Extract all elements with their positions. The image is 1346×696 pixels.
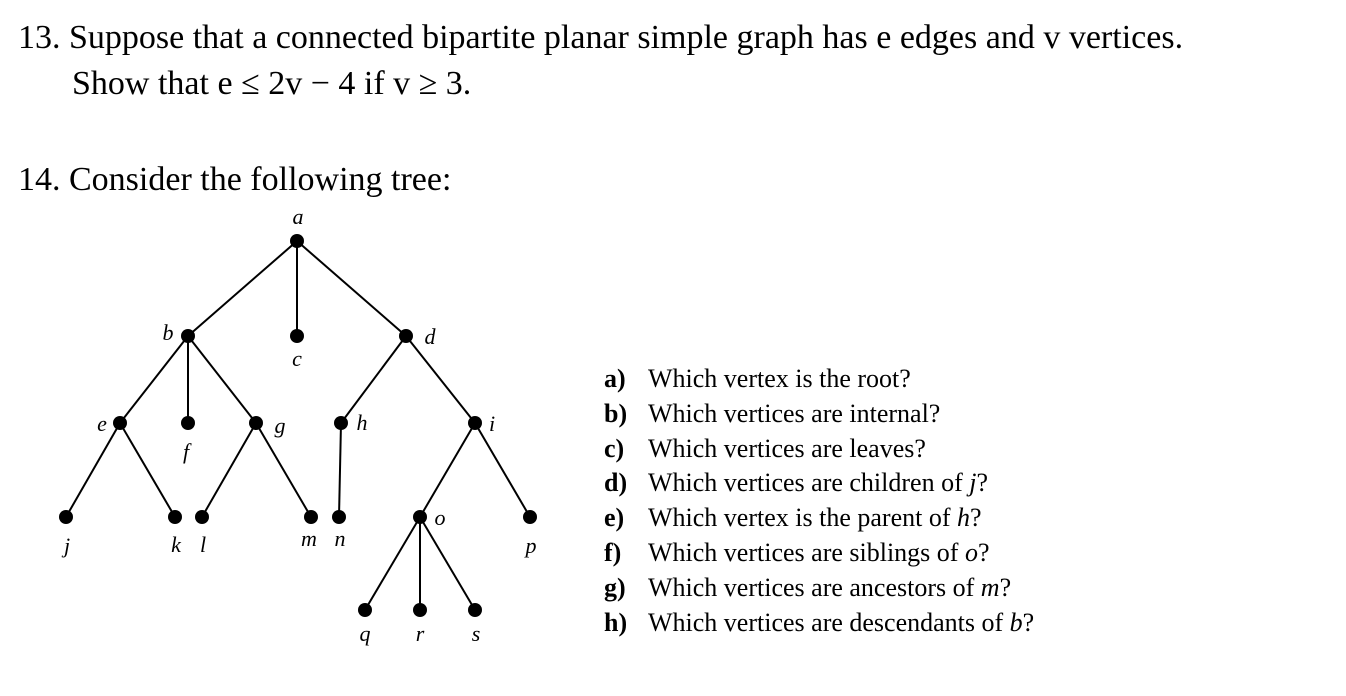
tree-edge-i-p [475,423,530,517]
tree-vertex-n [332,510,346,524]
tree-vertex-g [249,416,263,430]
tree-vertex-p [523,510,537,524]
question-a: a) Which vertex is the root? [604,364,911,393]
tree-vertex-label-o: o [434,505,446,530]
tree-vertex-a [290,234,304,248]
tree-vertex-label-m: m [301,526,317,551]
tree-vertex-k [168,510,182,524]
problem-14-heading: 14. Consider the following tree: [18,161,452,198]
tree-edge-d-i [406,336,475,423]
tree-edge-a-d [297,241,406,336]
problem-13-inequality: Show that e ≤ 2v − 4 if v ≥ 3. [72,65,472,102]
tree-vertex-d [399,329,413,343]
tree-edge-a-b [188,241,297,336]
tree-vertex-label-k: k [171,532,181,557]
tree-edge-h-n [339,423,341,517]
tree-vertex-h [334,416,348,430]
tree-edge-e-k [120,423,175,517]
tree-vertex-r [413,603,427,617]
tree-vertex-j [59,510,73,524]
tree-edge-e-j [66,423,120,517]
tree-vertex-label-d: d [424,324,436,349]
question-g: g) Which vertices are ancestors of m? [604,572,1012,602]
tree-vertex-label-a: a [292,204,304,229]
tree-vertex-f [181,416,195,430]
tree-vertex-label-s: s [471,621,481,646]
question-c: c) Which vertices are leaves? [604,433,926,463]
tree-vertex-q [358,603,372,617]
tree-vertex-label-h: h [356,410,368,435]
tree-vertex-c [290,329,304,343]
tree-vertex-b [181,329,195,343]
question-list [604,362,1034,640]
tree-vertex-e [113,416,127,430]
question-f: f) Which vertices are siblings of o? [604,537,990,567]
question-d: d) Which vertices are children of j? [604,468,989,498]
tree-edge-i-o [420,423,475,517]
tree-vertex-l [195,510,209,524]
tree-vertex-label-p: p [525,533,537,558]
question-h: h) Which vertices are descendants of b? [604,607,1035,637]
tree-edge-g-l [202,423,256,517]
tree-vertex-label-f: f [182,439,190,464]
tree-vertex-label-q: q [359,621,371,646]
tree-vertex-label-r: r [415,621,425,646]
tree-vertex-label-b: b [162,320,174,345]
tree-vertex-label-l: l [199,532,207,557]
tree-vertex-label-c: c [292,346,302,371]
problem-13-statement: 13. Suppose that a connected bipartite planar simple graph has e edges and v vertices. [18,19,1184,56]
tree-edge-o-q [365,517,420,610]
tree-edge-b-g [188,336,256,423]
question-e: e) Which vertex is the parent of h? [604,503,982,533]
tree-edge-b-e [120,336,188,423]
tree-vertex-label-n: n [334,526,346,551]
tree-vertex-label-g: g [274,413,286,438]
tree-vertex-label-i: i [488,411,496,436]
tree-vertex-i [468,416,482,430]
tree-vertex-o [413,510,427,524]
tree-vertex-m [304,510,318,524]
tree-vertex-label-e: e [97,411,107,436]
question-b: b) Which vertices are internal? [604,398,941,428]
tree-vertex-label-j: j [63,533,71,558]
tree-vertex-s [468,603,482,617]
tree-edge-d-h [341,336,406,423]
tree-edge-o-s [420,517,475,610]
